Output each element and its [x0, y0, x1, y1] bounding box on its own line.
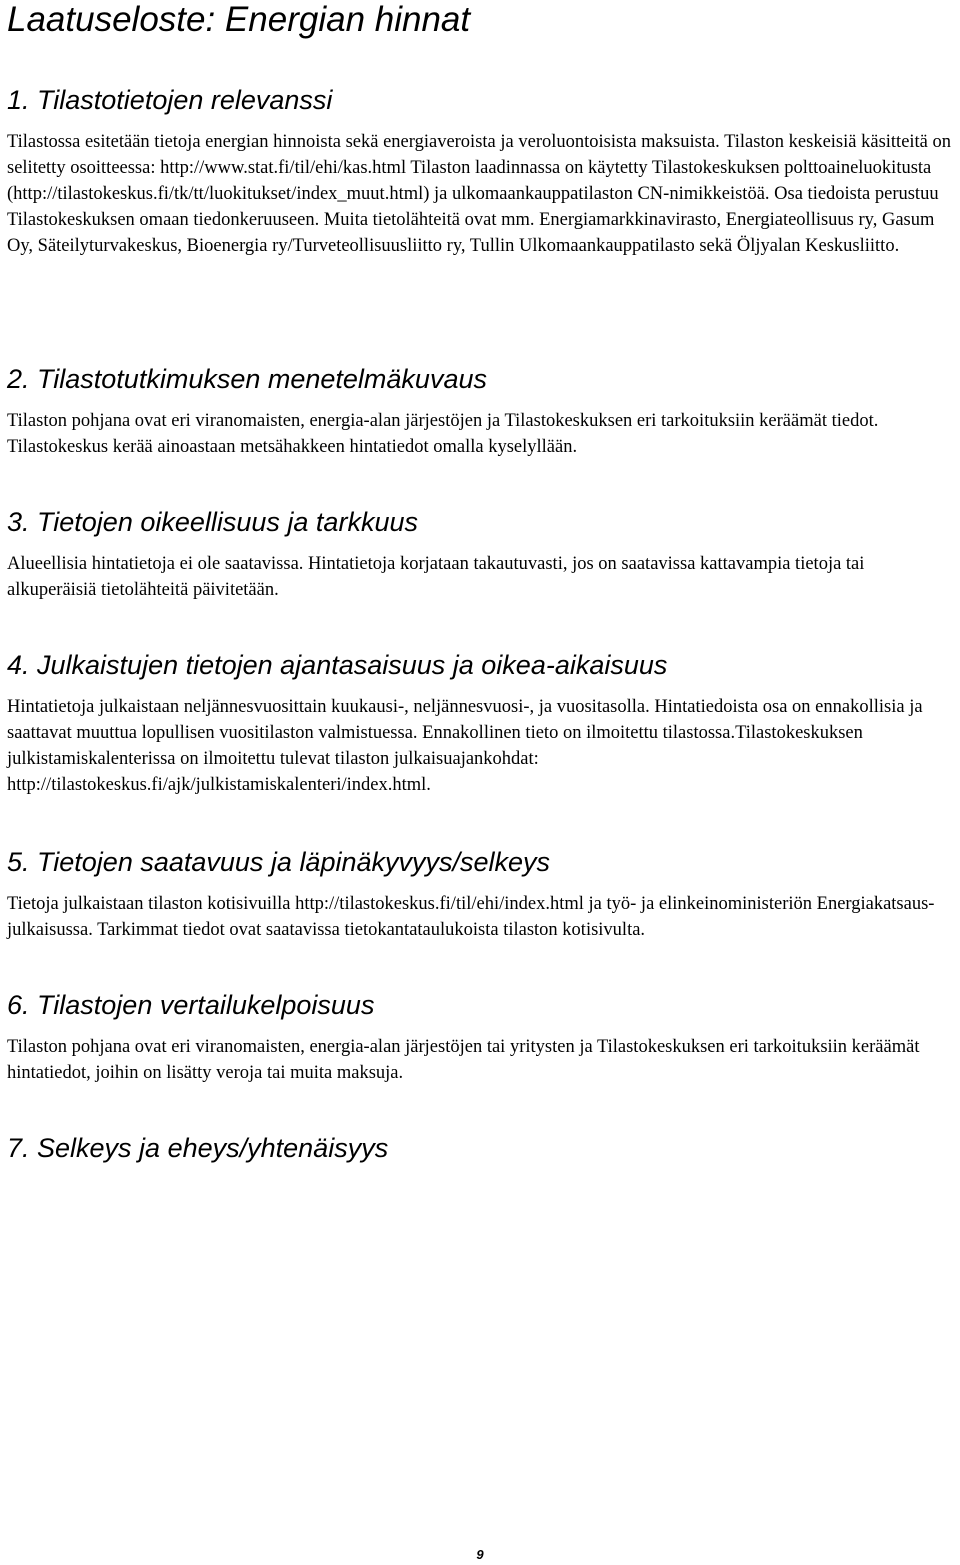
section-heading: 2. Tilastotutkimuksen menetelmäkuvaus [7, 364, 487, 394]
section-body: Alueellisia hintatietoja ei ole saatavissa. Hintatietoja korjataan takautuvasti, jos on saatavissa kattavampia tietoja tai alkuperäisiä tietolähteitä päivitetään. [7, 554, 865, 600]
section-body: Tilastossa esitetään tietoja energian hinnoista sekä energiaveroista ja veroluontoisista maksuista. Tilaston keskeisiä käsitteitä on selitetty osoitteessa: http://www.stat.fi/til/ehi/kas.html Tilaston laadinnassa on käytetty Tilastokeskuksen polttoaineluokitusta (http://tilastokeskus.fi/tk/tt/luokitukset/index_muut.html) ja ulkomaankauppatilaston CN-nimikkeistöä. Osa tiedoista perustuu Tilastokeskuksen omaan tiedonkeruuseen. Muita tietolähteitä ovat mm. Energiamarkkinavirasto, Energiateollisuus ry, Gasum Oy, Säteilyturvakeskus, Bioenergia ry/Turveteollisuusliitto ry, Tullin Ulkomaankauppatilasto sekä Öljyalan Keskusliitto. [7, 132, 952, 256]
section-accuracy [7, 506, 955, 603]
section-heading: 7. Selkeys ja eheys/yhtenäisyys [7, 1133, 389, 1163]
page-title: Laatuseloste: Energian hinnat [7, 0, 471, 39]
section-heading: 1. Tilastotietojen relevanssi [7, 85, 333, 115]
section-body: Tietoja julkaistaan tilaston kotisivuilla http://tilastokeskus.fi/til/ehi/index.html ja työ- ja elinkeinoministeriön Energiakatsaus-julkaisussa. Tarkimmat tiedot ovat saatavissa tietokantataulukoista tilaston kotisivulta. [7, 894, 935, 940]
section-availability [7, 846, 955, 943]
section-coherence [7, 1132, 955, 1177]
page-number: 9 [476, 1547, 484, 1562]
section-timeliness [7, 649, 955, 798]
section-comparability [7, 989, 955, 1086]
section-relevance [7, 84, 955, 259]
section-body: Tilaston pohjana ovat eri viranomaisten, energia-alan järjestöjen tai yritysten ja Tilastokeskuksen eri tarkoituksiin keräämät hintatiedot, joihin on lisätty veroja tai muita maksuja. [7, 1037, 920, 1083]
section-heading: 4. Julkaistujen tietojen ajantasaisuus ja oikea-aikaisuus [7, 650, 668, 680]
section-method [7, 363, 955, 460]
section-heading: 3. Tietojen oikeellisuus ja tarkkuus [7, 507, 418, 537]
section-body: Tilaston pohjana ovat eri viranomaisten, energia-alan järjestöjen ja Tilastokeskuksen eri tarkoituksiin keräämät tiedot. Tilastokeskus kerää ainoastaan metsähakkeen hintatiedot omalla kyselyllään. [7, 411, 879, 457]
section-heading: 5. Tietojen saatavuus ja läpinäkyvyys/selkeys [7, 847, 551, 877]
section-heading: 6. Tilastojen vertailukelpoisuus [7, 990, 375, 1020]
section-body: Hintatietoja julkaistaan neljännesvuosittain kuukausi-, neljännesvuosi-, ja vuositasolla. Hintatiedoista osa on ennakollisia ja saattavat muuttua lopullisen vuositilaston valmistuessa. Ennakollinen tieto on ilmoitettu tilastossa.Tilastokeskuksen julkistamiskalenterissa on ilmoitettu tulevat tilaston julkaisuajankohdat: http://tilastokeskus.fi/ajk/julkistamiskalenteri/index.html. [7, 697, 923, 795]
